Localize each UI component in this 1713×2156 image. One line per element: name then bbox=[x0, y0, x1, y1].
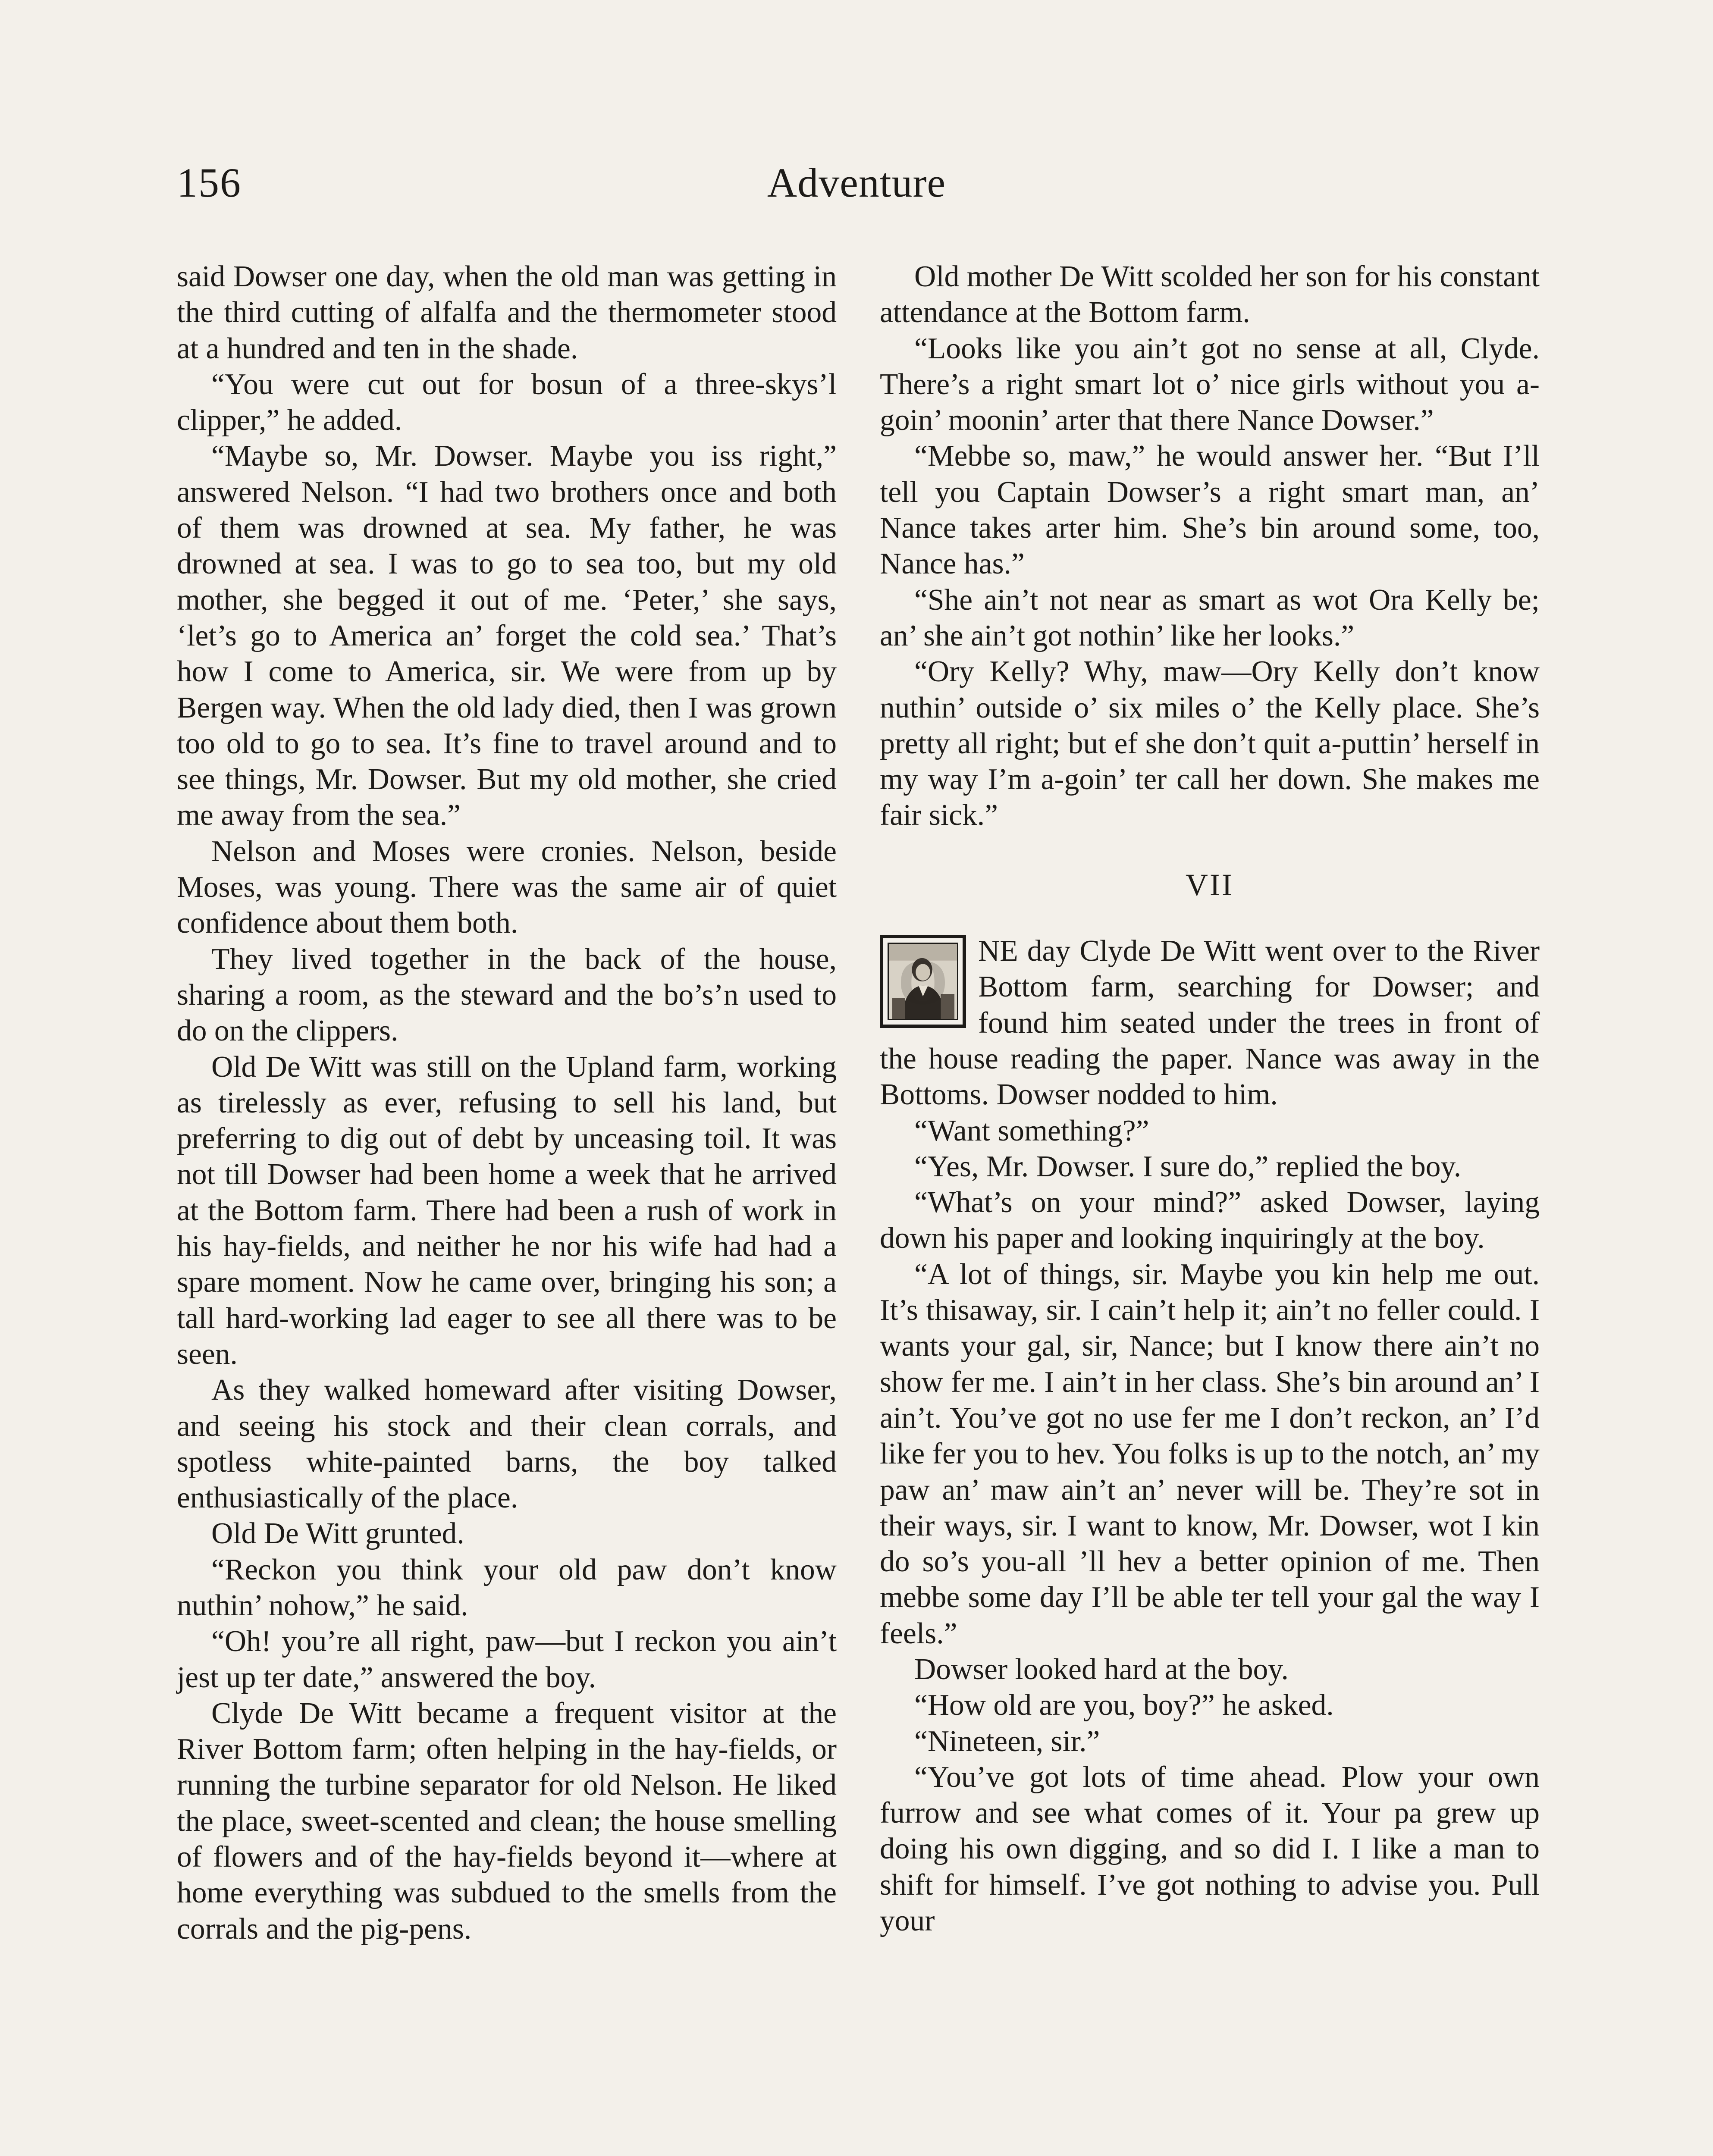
paragraph: Dowser looked hard at the boy. bbox=[914, 1652, 1289, 1686]
paragraph: “She ain’t not near as smart as wot Ora Kelly be; an’ she ain’t got nothin’ like her looks.” bbox=[880, 583, 1540, 652]
left-column bbox=[177, 259, 837, 1947]
paragraph: Clyde De Witt became a frequent visitor at the River Bottom farm; often helping in the hay-fields, or running the turbine separator for old Nelson. He liked the place, sweet-scented and clean; the house smelling of flowers and of the hay-fields beyond it—where at home everything was subdued to the smells from the corrals and the pig-pens. bbox=[177, 1696, 837, 1946]
paragraph: “Maybe so, Mr. Dowser. Maybe you iss right,” answered Nelson. “I had two brothers once and both of them was drowned at sea. My father, he was drowned at sea. I was to go to sea too, but my old mother, she begged it out of me. ‘Peter,’ she says, ‘let’s go to America an’ forget the cold sea.’ That’s how I come to America, sir. We were from up by Bergen way. When the old lady died, then I was grown too old to go to sea. It’s fine to travel around and to see things, Mr. Dowser. But my old mother, she cried me away from the sea.” bbox=[177, 439, 837, 832]
right-column bbox=[880, 259, 1540, 1939]
paragraph: “Ory Kelly? Why, maw—Ory Kelly don’t know nuthin’ outside o’ six miles o’ the Kelly place. She’s pretty all right; but ef she don’t quit a-puttin’ herself in my way I’m a-goin’ ter call her down. She makes me fair sick.” bbox=[880, 655, 1540, 832]
paragraph: Old De Witt was still on the Upland farm, working as tirelessly as ever, refusing to sell his land, but preferring to dig out of debt by unceasing toil. It was not till Dowser had been home a week that he arrived at the Bottom farm. There had been a rush of work in his hay-fields, and neither he nor his wife had had a spare moment. Now he came over, bringing his son; a tall hard-working lad eager to see all there was to be seen. bbox=[177, 1050, 837, 1371]
section-opening-paragraph bbox=[880, 933, 1540, 1112]
paragraph: “Oh! you’re all right, paw—but I reckon you ain’t jest up ter date,” answered the boy. bbox=[177, 1625, 837, 1694]
dropcap-letter: O bbox=[897, 946, 948, 1018]
paragraph: “Mebbe so, maw,” he would answer her. “But I’ll tell you Captain Dowser’s a right smart man, an’ Nance takes arter him. She’s bin around some, too, Nance has.” bbox=[880, 439, 1540, 581]
page-number: 156 bbox=[177, 160, 242, 206]
dropcap-frame bbox=[888, 943, 958, 1020]
paragraph: “Yes, Mr. Dowser. I sure do,” replied the boy. bbox=[914, 1150, 1462, 1183]
paragraph: “A lot of things, sir. Maybe you kin help me out. It’s thisaway, sir. I cain’t help it; ain’t no feller could. I wants your gal, sir, Nance; but I know there ain’t no show fer me. I ain’t in her class. She’s bin around an’ I ain’t. You’ve got no use fer me I don’t reckon, an’ I’d like fer you to hev. You folks is up to the notch, an’ my paw an’ maw ain’t an’ never will be. They’re sot in their ways, sir. I want to know, Mr. Dowser, wot I kin do so’s you-all ’ll hev a better opinion of me. Then mebbe some day I’ll be able ter tell your gal the way I feels.” bbox=[880, 1257, 1540, 1650]
paragraph: “You’ve got lots of time ahead. Plow your own furrow and see what comes of it. Your pa grew up doing his own digging, and so did I. I like a man to shift for himself. I’ve got nothing to advise you. Pull your bbox=[880, 1760, 1540, 1938]
paragraph: “How old are you, boy?” he asked. bbox=[914, 1689, 1334, 1722]
paragraph: “What’s on your mind?” asked Dowser, laying down his paper and looking inquiringly at the boy. bbox=[880, 1186, 1540, 1255]
running-title: Adventure bbox=[767, 160, 946, 206]
section-opening-text: NE day Clyde De Witt went over to the River Bottom farm, searching for Dowser; and found him seated under the trees in front of the house reading the paper. Nance was away in the Bottoms. Dowser nodded to him. bbox=[880, 934, 1540, 1112]
paragraph: “Reckon you think your old paw don’t know nuthin’ nohow,” he said. bbox=[177, 1553, 837, 1622]
paragraph: “You were cut out for bosun of a three-skys’l clipper,” he added. bbox=[177, 367, 837, 437]
paragraph: They lived together in the back of the house, sharing a room, as the steward and the bo’s’n used to do on the clippers. bbox=[177, 942, 837, 1048]
paragraph: “Want something?” bbox=[914, 1114, 1149, 1147]
section-heading: VII bbox=[1186, 867, 1234, 902]
paragraph: Old De Witt grunted. bbox=[211, 1517, 464, 1551]
paragraph: said Dowser one day, when the old man was getting in the third cutting of alfalfa and the thermometer stood at a hundred and ten in the shade. bbox=[177, 260, 837, 365]
paragraph: “Looks like you ain’t got no sense at all, Clyde. There’s a right smart lot o’ nice girls without you a-goin’ moonin’ arter that there Nance Dowser.” bbox=[880, 332, 1540, 437]
dropcap-illustration bbox=[880, 935, 966, 1028]
paragraph: “Nineteen, sir.” bbox=[914, 1724, 1100, 1758]
paragraph: As they walked homeward after visiting Dowser, and seeing his stock and their clean corrals, and spotless white-painted barns, the boy talked enthusiastically of the place. bbox=[177, 1373, 837, 1515]
paragraph: Old mother De Witt scolded her son for his constant attendance at the Bottom farm. bbox=[880, 260, 1540, 329]
paragraph: Nelson and Moses were cronies. Nelson, beside Moses, was young. There was the same air of quiet confidence about them both. bbox=[177, 834, 837, 940]
